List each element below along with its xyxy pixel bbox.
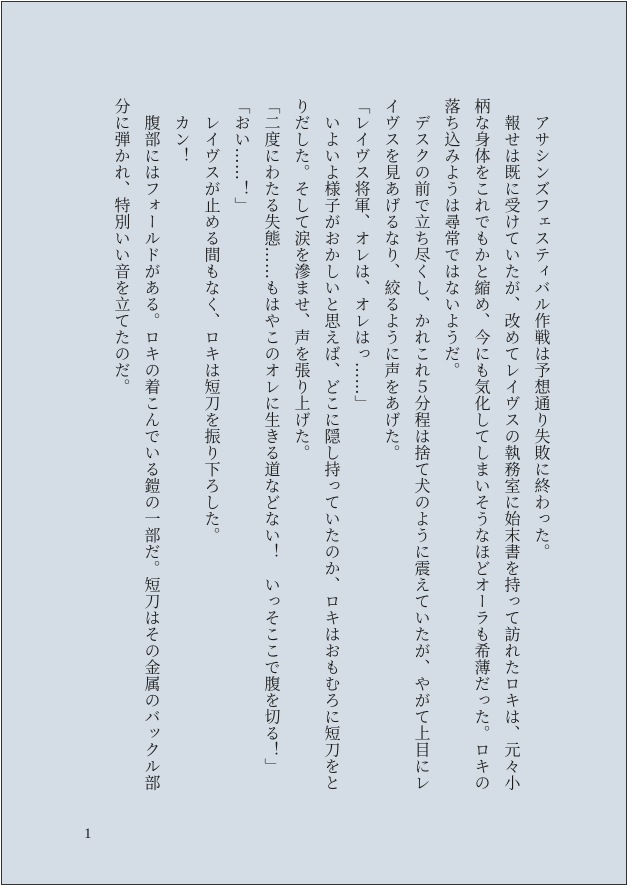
paragraph: カン！ — [172, 98, 191, 164]
paragraph: いよいよ様子がおかしいと思えば、どこに隠し持っていたのか、ロキはおもむろに短刀をとりだした。そして涙を滲ませ、声を張り上げた。 — [292, 98, 341, 791]
paragraph: 「レイヴス将軍、オレは、オレはっ……」 — [352, 98, 371, 412]
body-text — [76, 98, 556, 798]
paragraph: 「二度にわたる失態……もはやこのオレに生きる道などない！ いっそここで腹を切る！」 — [262, 98, 281, 775]
page-number: 1 — [84, 826, 92, 842]
manuscript-page — [1, 1, 627, 885]
paragraph: 報せは既に受けていたが、改めてレイヴスの執務室に始末書を持って訪れたロキは、元々小柄な身体をこれでもかと縮め、今にも気化してしまいそうなほどオーラも希薄だった。ロキの落ち込みようは尋常ではないようだ。 — [442, 98, 521, 791]
paragraph: アサシンズフェスティバル作戦は予想通り失敗に終わった。 — [532, 98, 551, 560]
paragraph: レイヴスが止める間もなく、ロキは短刀を振り下ろした。 — [202, 98, 221, 544]
paragraph: 「おい……！」 — [232, 98, 251, 214]
paragraph: デスクの前で立ち尽くし、かれこれ５分程は捨て犬のように震えていたが、やがて上目にレイヴスを見あげるなり、絞るように声をあげた。 — [382, 98, 431, 791]
paragraph: 腹部にはフォールドがある。ロキの着こんでいる鎧の一部だ。短刀はその金属のバックル部分に弾かれ、特別いい音を立てたのだ。 — [112, 98, 161, 791]
